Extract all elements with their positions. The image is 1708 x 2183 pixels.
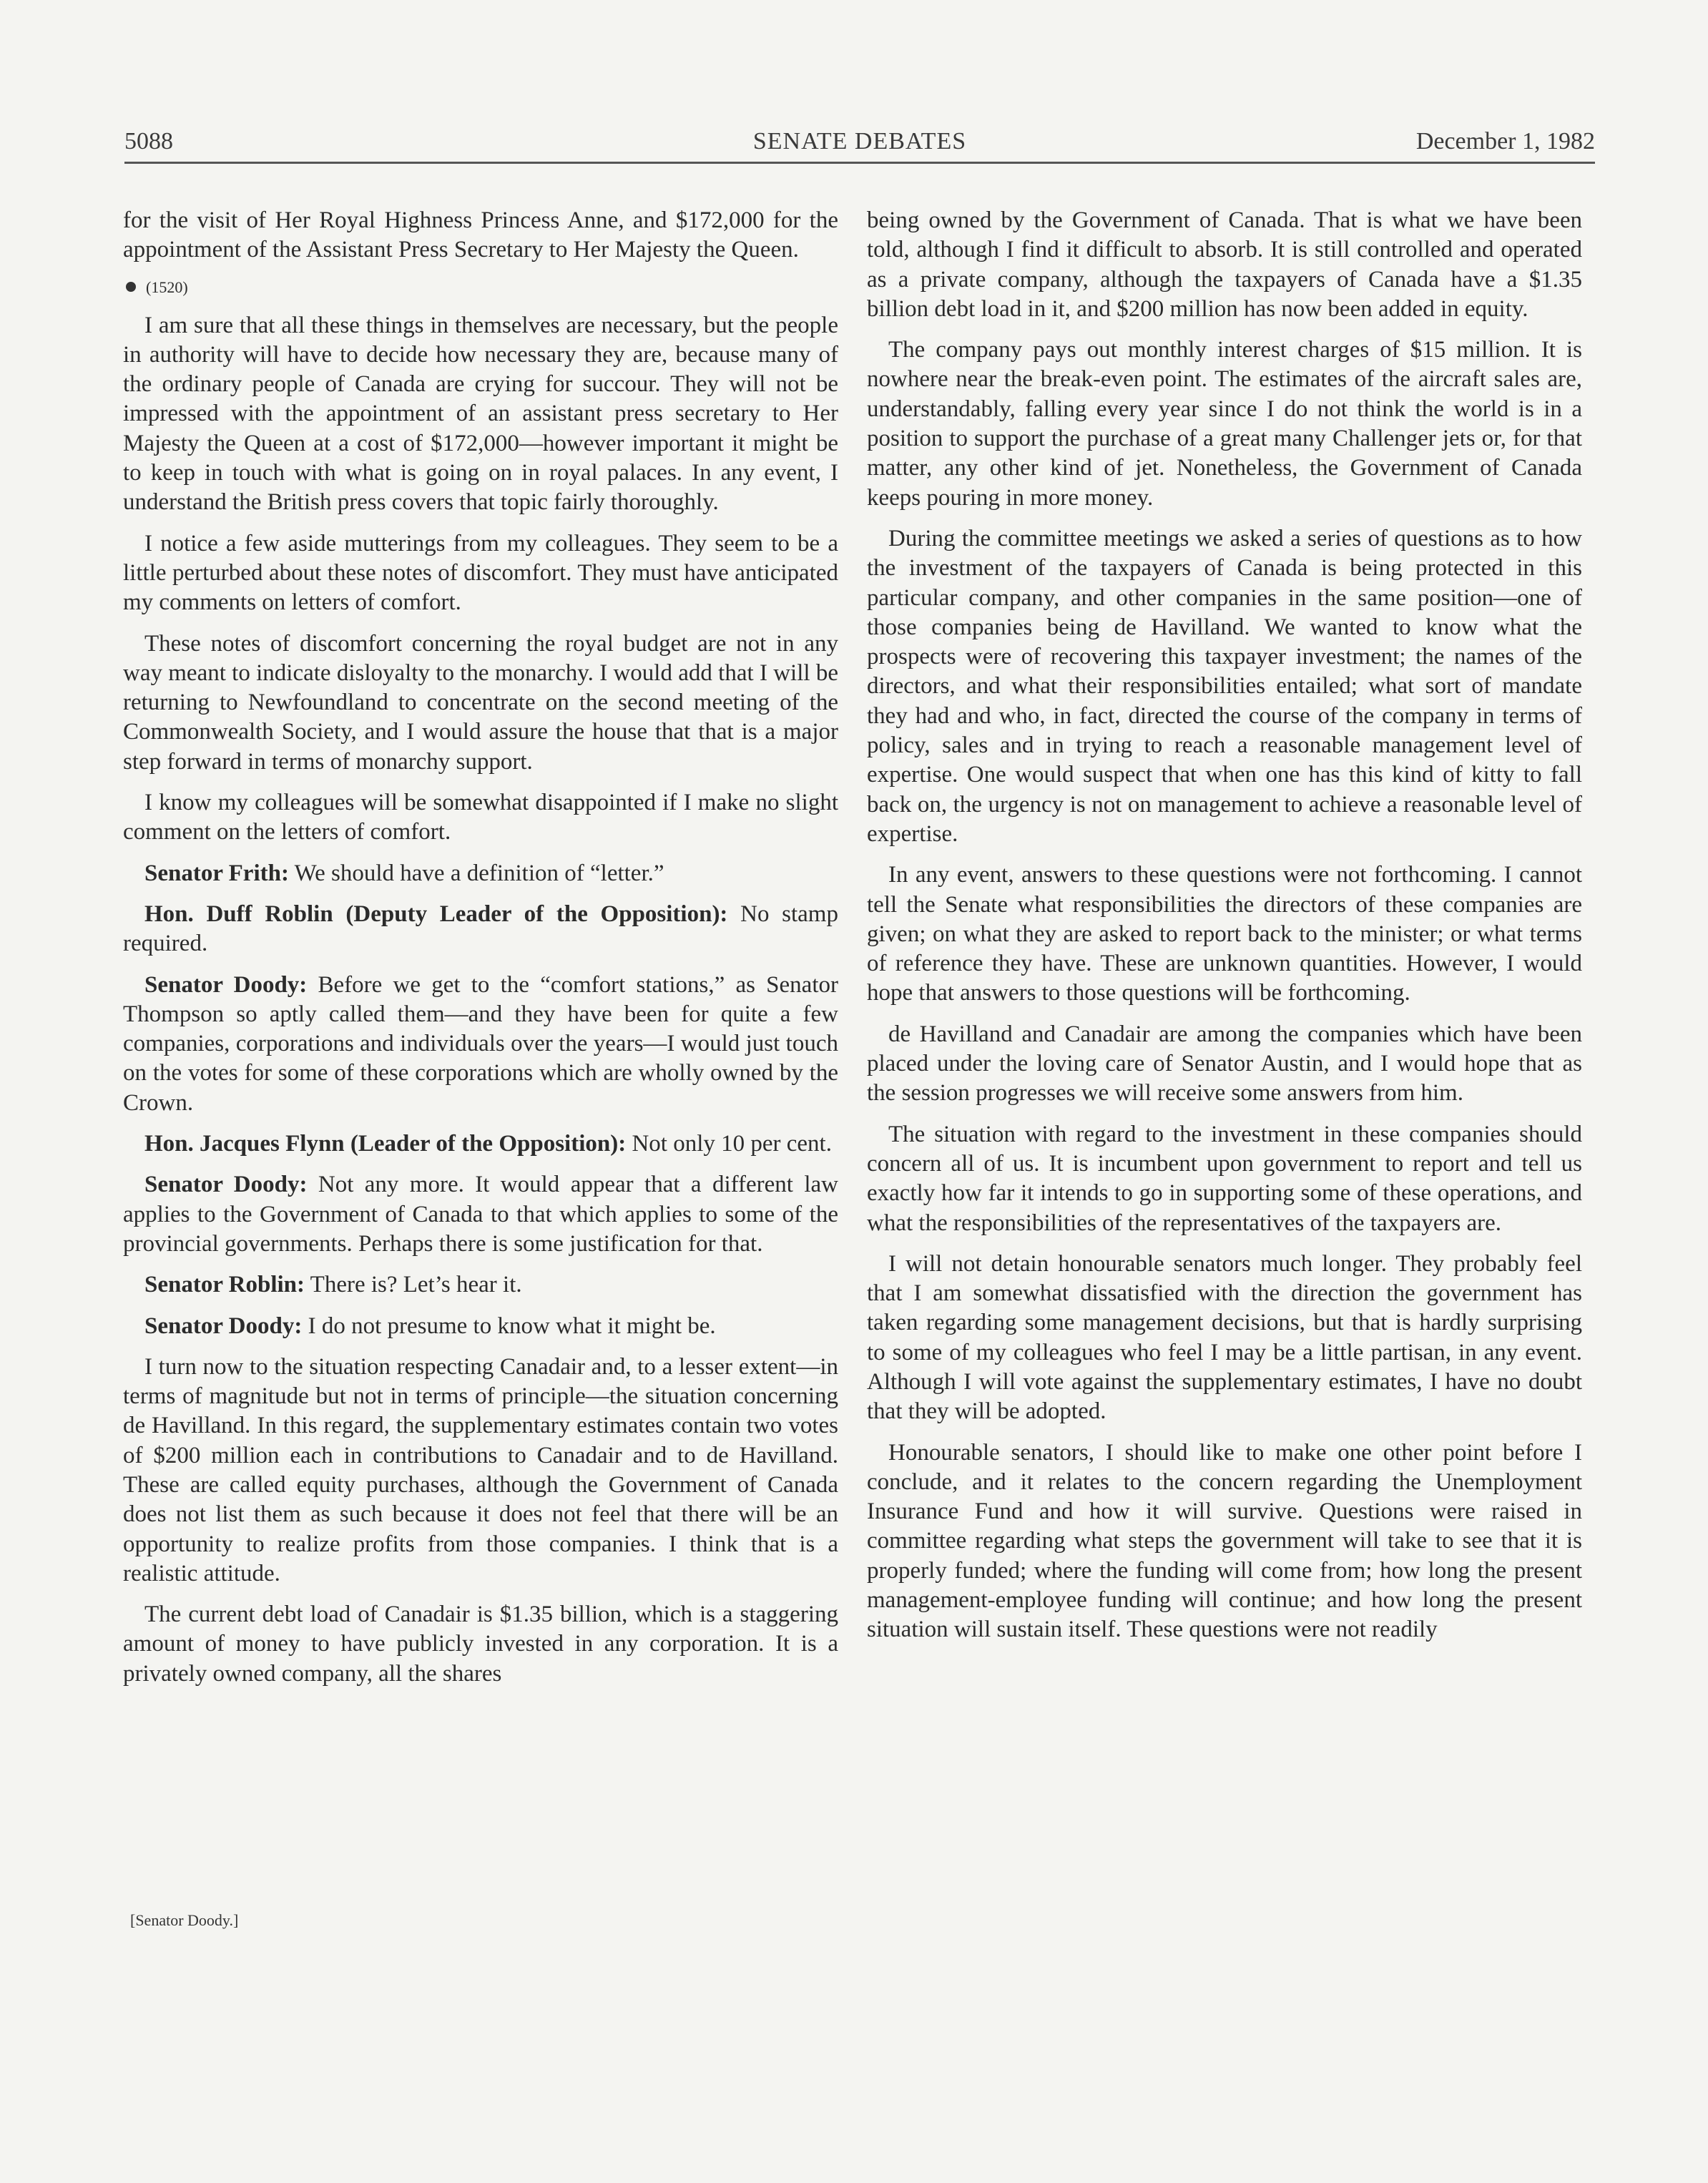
speech-doody [123,1170,838,1259]
speaker-footnote: [Senator Doody.] [130,1911,239,1929]
paragraph: de Havilland and Canadair are among the companies which have been placed under the loving care of Senator Austin, and I would hope that as the session progresses we will receive some answers from him. [867,1021,1582,1107]
speech-text: I do not presume to know what it might be. [302,1313,716,1339]
bullet-icon [126,282,136,292]
speech-text: Not only 10 per cent. [626,1131,832,1157]
paragraph: being owned by the Government of Canada. That is what we have been told, although I find it difficult to absorb. It is still controlled and operated as a private company, although the taxpayers of Canada have a $1.35 billion debt load in it, and $200 million has now been added in equity. [867,207,1582,322]
page-header [124,122,1595,164]
timestamp-marker [126,277,838,298]
paragraph: I turn now to the situation respecting Canadair and, to a lesser extent—in terms of magnitude but not in terms of principle—the situation concerning de Havilland. In this regard, the supplementary estimates contain two votes of $200 million each in contributions to Canadair and to de Havilland. These are called equity purchases, although the Government of Canada does not list them as such because it does not feel that there will be an opportunity to realize profits from those companies. I think that is a realistic attitude. [123,1353,838,1586]
paragraph: In any event, answers to these questions were not forthcoming. I cannot tell the Senate what responsibilities the directors of these companies are given; on what they are asked to report back to the minister; or what terms of reference they have. These are unknown quantities. However, I would hope that answers to those questions will be forthcoming. [867,862,1582,1006]
speaker-name: Senator Roblin: [144,1272,305,1298]
right-column [867,206,1582,1657]
paragraph: The company pays out monthly interest charges of $15 million. It is nowhere near the break-even point. The estimates of the aircraft sales are, understandably, falling every year since I do not think the world is in a position to support the purchase of a great many Challenger jets or, for that matter, any other kind of jet. Nonetheless, the Government of Canada keeps pouring in more money. [867,337,1582,511]
paragraph: The situation with regard to the investment in these companies should concern all of us. It is incumbent upon government to report and tell us exactly how far it intends to go in supporting some of these operations, and what the responsibilities of the representatives of the taxpayers are. [867,1121,1582,1236]
publication-date: December 1, 1982 [1415,128,1595,154]
speaker-name: Senator Doody: [144,971,308,998]
paragraph: I am sure that all these things in themselves are necessary, but the people in authority will have to decide how necessary they are, because many of the ordinary people of Canada are crying for succour. They will not be impressed with the appointment of an assistant press secretary to Her Majesty the Queen at a cost of $172,000—however important it might be to keep in touch with what is going on in royal palaces. In any event, I understand the British press covers that topic fairly thoroughly. [123,312,838,516]
page-number: 5088 [124,128,173,154]
paragraph: I notice a few aside mutterings from my colleagues. They seem to be a little perturbed about these notes of discomfort. They must have anticipated my comments on letters of comfort. [123,530,838,616]
speech-text: We should have a definition of “letter.” [288,860,664,886]
speech-doody [123,1312,838,1341]
speech-flynn [123,1129,838,1159]
speaker-name: Senator Doody: [144,1313,303,1339]
publication-title: SENATE DEBATES [752,128,967,154]
paragraph: I will not detain honourable senators much longer. They probably feel that I am somewhat dissatisfied with the direction the government has taken regarding some management decisions, but that is hardly surprising to some of my colleagues who feel I may be a little partisan, in any event. Although I will vote against the supplementary estimates, I have no doubt that they will be adopted. [867,1250,1582,1425]
paragraph: I know my colleagues will be somewhat disappointed if I make no slight comment on the letters of comfort. [123,790,838,845]
paragraph: for the visit of Her Royal Highness Princess Anne, and $172,000 for the appointment of the Assistant Press Secretary to Her Majesty the Queen. [123,207,838,263]
speaker-name: Hon. Jacques Flynn (Leader of the Opposition): [144,1131,627,1157]
speaker-name: Senator Doody: [144,1172,308,1198]
left-column [123,206,838,1700]
speech-text: There is? Let’s hear it. [305,1272,522,1298]
speech-text: Before we get to the “comfort stations,” as Senator Thompson so aptly called them—and they have been for quite a few companies, corporations and individuals over the years—I would just touch on the votes for some of these corporations which are wholly owned by the Crown. [123,971,838,1116]
speech-frith [123,859,838,888]
speech-roblin [123,1270,838,1300]
speaker-name: Hon. Duff Roblin (Deputy Leader of the Opposition): [144,901,728,927]
timestamp-text: (1520) [146,278,188,296]
speech-roblin [123,900,838,959]
speech-text: No stamp required. [123,901,838,957]
paragraph: These notes of discomfort concerning the royal budget are not in any way meant to indicate disloyalty to the monarchy. I would add that I will be returning to Newfoundland to concentrate on the second meeting of the Commonwealth Society, and I would assure the house that that is a major step forward in terms of monarchy support. [123,630,838,775]
speaker-name: Senator Frith: [144,860,289,886]
speech-doody [123,971,838,1118]
paragraph: The current debt load of Canadair is $1.35 billion, which is a staggering amount of money to have publicly invested in any corporation. It is a privately owned company, all the shares [123,1601,838,1687]
speech-text: Not any more. It would appear that a different law applies to the Government of Canada to that which applies to some of the provincial governments. Perhaps there is some justification for that. [123,1172,838,1257]
paragraph: During the committee meetings we asked a series of questions as to how the investment of the taxpayers of Canada is being protected in this particular company, and other companies in the same position—one of those companies being de Havilland. We wanted to know what the prospects were of recovering this taxpayer investment; the names of the directors, and what their responsibilities entailed; what sort of mandate they had and who, in fact, directed the course of the company in terms of policy, sales and in trying to reach a reasonable management level of expertise. One would suspect that when one has this kind of kitty to fall back on, the urgency is not on management to achieve a reasonable level of expertise. [867,525,1582,847]
paragraph: Honourable senators, I should like to make one other point before I conclude, and it relates to the concern regarding the Unemployment Insurance Fund and how it will survive. Questions were raised in committee regarding what steps the government will take to see that it is properly funded; where the funding will come from; how long the present management-employee funding will continue; and how long the present situation will sustain itself. These questions were not readily [867,1439,1582,1643]
